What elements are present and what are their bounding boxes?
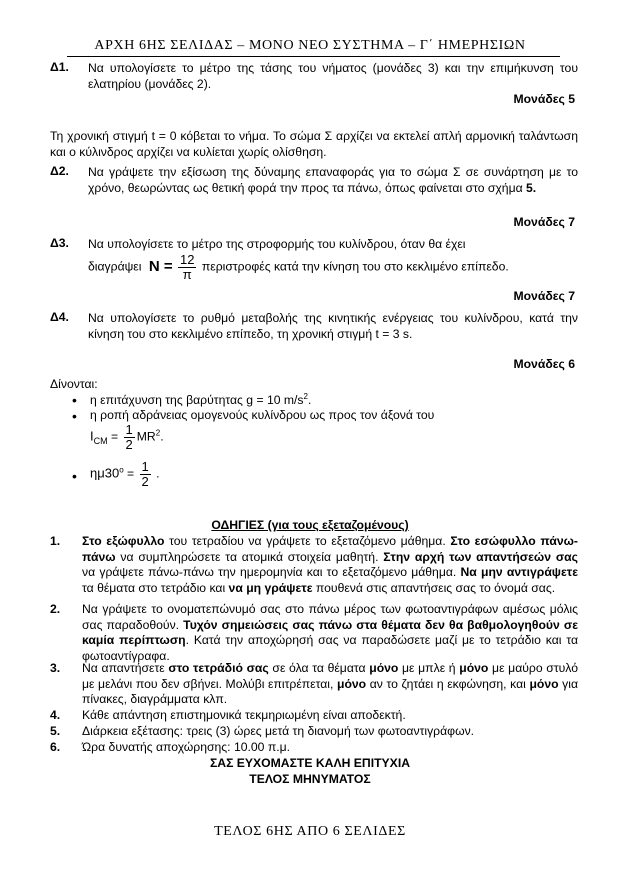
question-d1-text: Να υπολογίσετε το μέτρο της τάσης του νήματος (μονάδες 3) και την επιμήκυνση του ελατηρίου (μονάδες 2). xyxy=(88,61,578,91)
sine-denominator: 2 xyxy=(141,474,149,489)
given-title: Δίνονται: xyxy=(50,377,98,391)
instruction-3-text: με μπλε ή xyxy=(398,661,460,675)
question-d3-n-fraction xyxy=(178,253,196,282)
inertia-mr: MR xyxy=(136,429,156,444)
instruction-1-text: του τετραδίου να γράψετε το εξεταζόμενο μάθημα. xyxy=(164,534,451,548)
instruction-2 xyxy=(50,602,578,664)
instruction-3-number: 3. xyxy=(50,661,61,675)
question-d1-score: Μονάδες 5 xyxy=(513,92,575,106)
sine-equals: = xyxy=(127,466,135,481)
page-footer: ΤΕΛΟΣ 6ΗΣ ΑΠΟ 6 ΣΕΛΙΔΕΣ xyxy=(214,824,406,839)
question-d2-label: Δ2. xyxy=(50,164,69,178)
instruction-3-emphasis: μόνο xyxy=(459,661,489,675)
inertia-numerator: 1 xyxy=(125,422,133,437)
instruction-3-emphasis: στο τετράδιό σας xyxy=(168,661,269,675)
inertia-end: . xyxy=(160,429,164,444)
given-gravity-sup: 2 xyxy=(303,392,308,401)
given-bullet-sine xyxy=(72,460,578,489)
inertia-subscript: CM xyxy=(93,436,108,447)
instruction-6 xyxy=(50,740,578,756)
instruction-2-text: . Κατά την αποχώρησή σας να παραδώσετε μαζί με το τετράδιο και τα φωτοαντίγραφα. xyxy=(82,633,579,663)
sine-numerator: 1 xyxy=(141,459,149,474)
given-inertia-formula xyxy=(90,423,164,452)
question-d3-line2 xyxy=(50,253,578,282)
instruction-3-text: Να απαντήσετε xyxy=(82,661,169,675)
instruction-1-text: να γράψετε πάνω-πάνω την ημερομηνία και το εξεταζόμενο μάθημα. xyxy=(82,565,461,580)
inertia-equals: = xyxy=(111,429,119,444)
question-d3 xyxy=(50,236,578,252)
instructions-title: ΟΔΗΓΙΕΣ (για τους εξεταζομένους) xyxy=(211,518,409,532)
instruction-1-emphasis: Στο εσώφυλλο πάνω-πάνω xyxy=(82,534,578,564)
question-d3-text-c: περιστροφές κατά την κίνηση του στο κεκλιμένο επίπεδο. xyxy=(201,259,509,274)
instruction-1-emphasis: Να μην αντιγράψετε xyxy=(460,565,578,580)
instruction-1-text: τα θέματα στο τετράδιο και xyxy=(82,580,229,595)
instruction-6-number: 6. xyxy=(50,740,61,754)
instruction-3-text: σε όλα τα θέματα xyxy=(268,661,370,675)
sine-end: . xyxy=(156,466,160,481)
end-of-message: ΤΕΛΟΣ ΜΗΝΥΜΑΤΟΣ xyxy=(249,772,371,786)
instruction-1-emphasis: Στην αρχή των απαντήσεών σας xyxy=(383,549,578,564)
instruction-4-number: 4. xyxy=(50,708,61,722)
instruction-3-text: αν το ζητάει η εκφώνηση, και xyxy=(366,676,530,691)
instruction-4-text: Κάθε απάντηση επιστημονικά τεκμηριωμένη είναι αποδεκτή. xyxy=(82,708,406,722)
sine-degree: o xyxy=(119,465,124,475)
question-d2-figure-ref: 5. xyxy=(526,181,537,195)
page-header: ΑΡΧΗ 6ΗΣ ΣΕΛΙΔΑΣ – ΜΟΝΟ ΝΕΟ ΣΥΣΤΗΜΑ – Γ΄ ΗΜΕΡΗΣΙΩΝ xyxy=(94,38,526,53)
sine-lhs: ημ30 xyxy=(90,465,120,481)
instruction-2-number: 2. xyxy=(50,602,61,616)
inertia-denominator: 2 xyxy=(125,437,133,452)
intro-paragraph: Τη χρονική στιγμή t = 0 κόβεται το νήμα. Το σώμα Σ αρχίζει να εκτελεί απλή αρμονική ταλάντωση και ο κύλινδρος αρχίζει να κυλίεται χωρίς ολίσθηση. xyxy=(50,129,578,159)
instruction-2-emphasis: Τυχόν σημειώσεις σας πάνω στα θέματα δεν θα βαθμολογηθούν σε καμία περίπτωση xyxy=(82,617,578,648)
question-d4-text: Να υπολογίσετε το ρυθμό μεταβολής της κινητικής ενέργειας του κυλίνδρου, κατά την κίνηση του στο κεκλιμένο επίπεδο, τη χρονική στιγμή t = 3 s. xyxy=(88,311,578,341)
instruction-3-emphasis: μόνο xyxy=(337,676,367,691)
sine-fraction xyxy=(140,460,151,489)
instruction-3-text: με μαύρο στυλό με μελάνι που δεν σβήνει. Μολύβι επιτρέπεται, xyxy=(82,661,578,691)
question-d4-label: Δ4. xyxy=(50,310,69,324)
given-inertia-text: η ροπή αδράνειας ομογενούς κυλίνδρου ως προς τον άξονά του xyxy=(90,408,435,422)
question-d3-n-denominator: π xyxy=(182,267,192,282)
bullet-dot-icon: • xyxy=(72,468,77,484)
bullet-dot-icon: • xyxy=(72,392,77,408)
question-d3-text-b: διαγράψει xyxy=(88,259,142,274)
inertia-fraction xyxy=(124,423,135,452)
question-d3-n-symbol: N = xyxy=(148,257,173,275)
given-gravity-text: η επιτάχυνση της βαρύτητας g = 10 m/s xyxy=(90,393,304,408)
question-d3-label: Δ3. xyxy=(50,236,69,250)
instruction-3-emphasis: μόνο xyxy=(369,661,399,675)
instruction-1-emphasis: Στο εξώφυλλο xyxy=(82,534,165,548)
instruction-1-text: πουθενά στις απαντήσεις σας το όνομά σας. xyxy=(312,580,556,595)
question-d2-text xyxy=(88,164,578,196)
instruction-1-number: 1. xyxy=(50,534,61,548)
question-d4-score: Μονάδες 6 xyxy=(513,357,575,371)
instruction-4 xyxy=(50,708,578,724)
instruction-3-text: για πίνακες, διαγράμματα κλπ. xyxy=(82,676,579,707)
question-d1 xyxy=(50,60,578,92)
header-underline xyxy=(67,56,560,57)
instruction-3-emphasis: μόνο xyxy=(529,676,559,691)
question-d2-text-a: Να γράψετε την εξίσωση της δύναμης επαναφοράς για το σώμα Σ σε συνάρτηση με το χρόνο, θεωρώντας ως θετική φορά την προς τα πάνω, όπως φαίνεται στο σχήμα xyxy=(88,165,578,195)
inertia-symbol: I xyxy=(90,428,94,444)
good-luck-wish: ΣΑΣ ΕΥΧΟΜΑΣΤΕ ΚΑΛΗ ΕΠΙΤΥΧΙΑ xyxy=(209,756,411,770)
question-d1-label: Δ1. xyxy=(50,60,69,74)
given-bullet-gravity xyxy=(72,392,578,407)
instruction-1-text: να συμπληρώσετε τα ατομικά στοιχεία μαθητή. xyxy=(115,549,384,564)
inertia-sup: 2 xyxy=(155,428,161,438)
instruction-6-text: Ώρα δυνατής αποχώρησης: 10.00 π.μ. xyxy=(82,740,291,754)
bullet-dot-icon: • xyxy=(72,408,77,424)
instruction-1-emphasis: να μη γράψετε xyxy=(228,580,313,595)
given-bullet-inertia xyxy=(72,408,578,422)
question-d4 xyxy=(50,310,578,342)
question-d2 xyxy=(50,164,578,196)
instruction-1 xyxy=(50,534,578,596)
instruction-3 xyxy=(50,661,578,708)
instruction-5-text: Διάρκεια εξέτασης: τρεις (3) ώρες μετά τη διανομή των φωτοαντιγράφων. xyxy=(82,724,475,738)
instruction-5-number: 5. xyxy=(50,724,61,738)
question-d3-n-numerator: 12 xyxy=(180,252,195,267)
question-d3-score: Μονάδες 7 xyxy=(513,289,575,303)
question-d2-score: Μονάδες 7 xyxy=(513,215,575,229)
instruction-2-text: Να γράψετε το ονοματεπώνυμό σας στο πάνω μέρος των φωτοαντιγράφων αμέσως μόλις σας παραδοθούν. xyxy=(82,602,578,632)
instruction-5 xyxy=(50,724,578,740)
question-d3-text-a: Να υπολογίσετε το μέτρο της στροφορμής του κυλίνδρου, όταν θα έχει xyxy=(88,237,466,251)
given-gravity-end: . xyxy=(307,393,312,408)
